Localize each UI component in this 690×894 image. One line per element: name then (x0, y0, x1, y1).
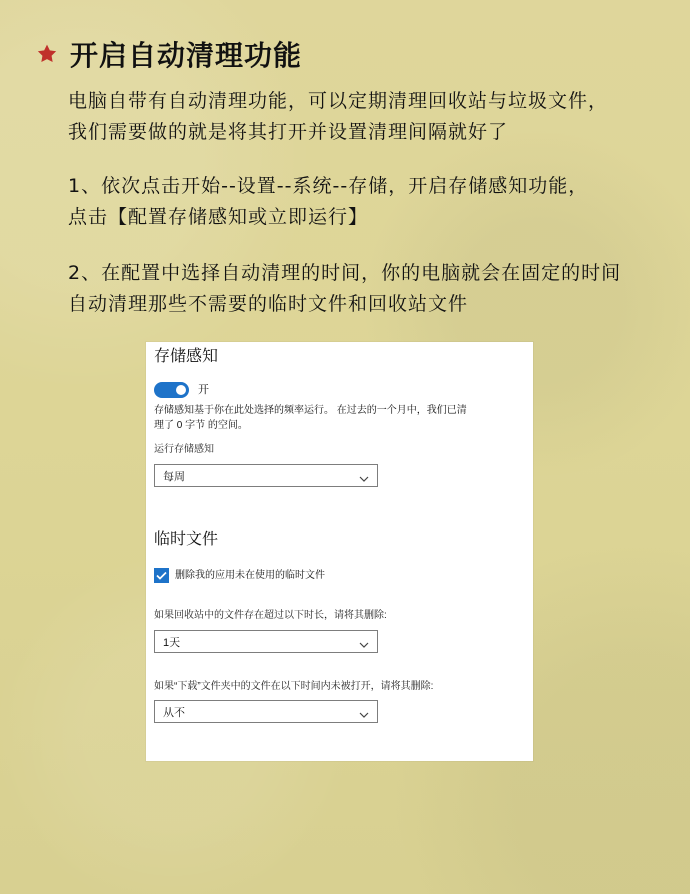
storage-settings-panel (146, 342, 533, 761)
chevron-down-icon (359, 639, 369, 645)
storage-sense-title: 存储感知 (154, 348, 219, 365)
delete-temp-files-label: 删除我的应用未在使用的临时文件 (175, 569, 325, 581)
intro-text: 电脑自带有自动清理功能，可以定期清理回收站与垃圾文件， 我们需要做的就是将其打开并设置清理间隔就好了 (68, 90, 609, 143)
recycle-bin-duration-value: 1天 (163, 636, 181, 649)
recycle-bin-duration-label: 如果回收站中的文件存在超过以下时长，请将其删除: (154, 610, 387, 621)
star-icon (36, 43, 58, 65)
run-storage-sense-dropdown[interactable] (154, 464, 378, 487)
toggle-knob (176, 385, 186, 395)
run-storage-sense-label: 运行存储感知 (154, 444, 214, 455)
storage-sense-toggle-label: 开 (198, 384, 209, 396)
chevron-down-icon (359, 473, 369, 479)
downloads-duration-dropdown[interactable] (154, 700, 378, 723)
recycle-bin-duration-dropdown[interactable] (154, 630, 378, 653)
run-storage-sense-value: 每周 (163, 470, 185, 483)
temporary-files-title: 临时文件 (154, 531, 219, 548)
step-1-text: 1、依次点击开始--设置--系统--存储，开启存储感知功能， 点击【配置存储感知或立即运行】 (68, 175, 589, 228)
chevron-down-icon (359, 709, 369, 715)
downloads-duration-value: 从不 (163, 706, 185, 719)
storage-sense-toggle[interactable] (154, 382, 189, 398)
storage-sense-description: 存储感知基于你在此处选择的频率运行。 在过去的一个月中，我们已清 理了 0 字节 的空间。 (154, 405, 467, 431)
step-2-text: 2、在配置中选择自动清理的时间，你的电脑就会在固定的时间 自动清理那些不需要的临时文件和回收站文件 (68, 262, 622, 315)
downloads-duration-label: 如果“下载”文件夹中的文件在以下时间内未被打开，请将其删除: (154, 681, 434, 692)
delete-temp-files-checkbox[interactable] (154, 568, 169, 583)
delete-temp-files-option[interactable] (154, 568, 325, 583)
check-icon (156, 571, 167, 580)
page-title: 开启自动清理功能 (70, 39, 303, 72)
storage-settings-content (154, 342, 524, 761)
header (36, 34, 302, 74)
storage-sense-toggle-row[interactable] (154, 382, 209, 398)
